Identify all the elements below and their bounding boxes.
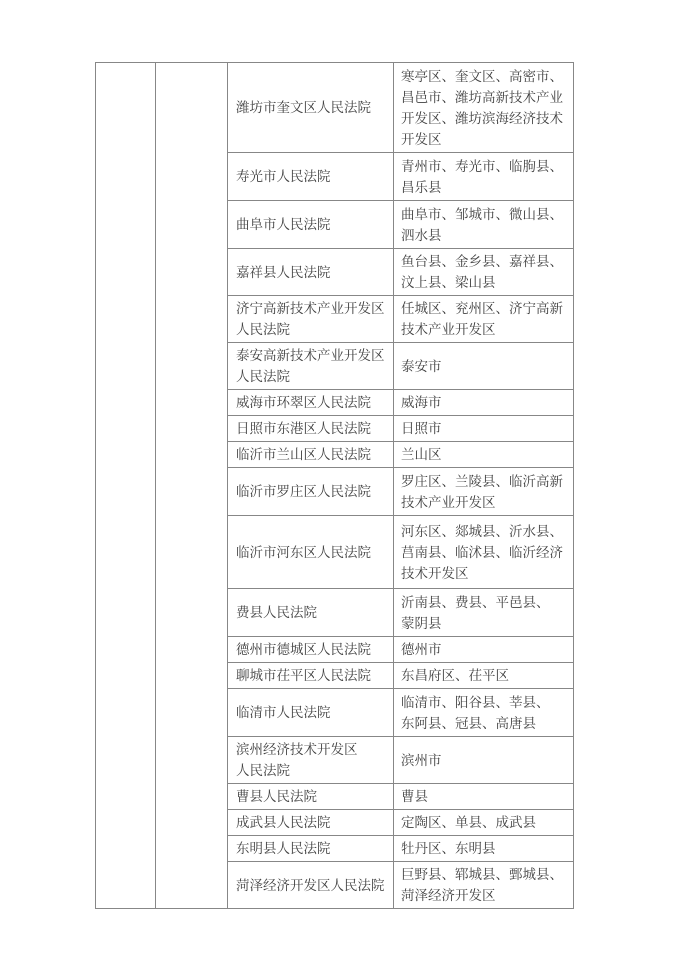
court-name-cell: 临沂市河东区人民法院 bbox=[228, 516, 394, 589]
court-jurisdiction-table-container bbox=[95, 62, 574, 909]
court-name-cell: 临沂市罗庄区人民法院 bbox=[228, 468, 394, 516]
jurisdiction-cell: 日照市 bbox=[394, 416, 574, 442]
court-name-cell: 嘉祥县人民法院 bbox=[228, 249, 394, 296]
jurisdiction-cell: 曲阜市、邹城市、微山县、 泗水县 bbox=[394, 201, 574, 249]
jurisdiction-cell: 青州市、寿光市、临朐县、 昌乐县 bbox=[394, 153, 574, 201]
jurisdiction-cell: 任城区、兖州区、济宁高新 技术产业开发区 bbox=[394, 296, 574, 343]
jurisdiction-cell: 滨州市 bbox=[394, 737, 574, 784]
jurisdiction-cell: 曹县 bbox=[394, 784, 574, 810]
court-name-cell: 聊城市茌平区人民法院 bbox=[228, 663, 394, 689]
jurisdiction-cell: 泰安市 bbox=[394, 343, 574, 390]
court-name-cell: 菏泽经济开发区人民法院 bbox=[228, 862, 394, 909]
court-name-cell: 临沂市兰山区人民法院 bbox=[228, 442, 394, 468]
court-name-cell: 临清市人民法院 bbox=[228, 689, 394, 737]
jurisdiction-cell: 威海市 bbox=[394, 390, 574, 416]
jurisdiction-cell: 定陶区、单县、成武县 bbox=[394, 810, 574, 836]
court-name-cell: 潍坊市奎文区人民法院 bbox=[228, 63, 394, 153]
court-jurisdiction-table bbox=[95, 62, 574, 909]
jurisdiction-cell: 兰山区 bbox=[394, 442, 574, 468]
court-name-cell: 费县人民法院 bbox=[228, 589, 394, 637]
court-name-cell: 济宁高新技术产业开发区 人民法院 bbox=[228, 296, 394, 343]
court-name-cell: 东明县人民法院 bbox=[228, 836, 394, 862]
table-row bbox=[96, 63, 574, 153]
court-name-cell: 泰安高新技术产业开发区 人民法院 bbox=[228, 343, 394, 390]
jurisdiction-cell: 罗庄区、兰陵县、临沂高新 技术产业开发区 bbox=[394, 468, 574, 516]
court-name-cell: 寿光市人民法院 bbox=[228, 153, 394, 201]
court-name-cell: 威海市环翠区人民法院 bbox=[228, 390, 394, 416]
jurisdiction-cell: 河东区、郯城县、沂水县、 莒南县、临沭县、临沂经济 技术开发区 bbox=[394, 516, 574, 589]
court-name-cell: 曲阜市人民法院 bbox=[228, 201, 394, 249]
court-name-cell: 日照市东港区人民法院 bbox=[228, 416, 394, 442]
court-name-cell: 滨州经济技术开发区 人民法院 bbox=[228, 737, 394, 784]
jurisdiction-cell: 德州市 bbox=[394, 637, 574, 663]
jurisdiction-cell: 巨野县、郓城县、鄄城县、 菏泽经济开发区 bbox=[394, 862, 574, 909]
empty-spanner-cell-2 bbox=[156, 63, 228, 909]
jurisdiction-cell: 牡丹区、东明县 bbox=[394, 836, 574, 862]
court-name-cell: 成武县人民法院 bbox=[228, 810, 394, 836]
empty-spanner-cell-1 bbox=[96, 63, 156, 909]
jurisdiction-cell: 沂南县、费县、平邑县、 蒙阴县 bbox=[394, 589, 574, 637]
jurisdiction-cell: 鱼台县、金乡县、嘉祥县、 汶上县、梁山县 bbox=[394, 249, 574, 296]
jurisdiction-cell: 东昌府区、茌平区 bbox=[394, 663, 574, 689]
court-name-cell: 德州市德城区人民法院 bbox=[228, 637, 394, 663]
jurisdiction-cell: 临清市、阳谷县、莘县、 东阿县、冠县、高唐县 bbox=[394, 689, 574, 737]
court-name-cell: 曹县人民法院 bbox=[228, 784, 394, 810]
jurisdiction-cell: 寒亭区、奎文区、高密市、 昌邑市、潍坊高新技术产业 开发区、潍坊滨海经济技术 开发区 bbox=[394, 63, 574, 153]
